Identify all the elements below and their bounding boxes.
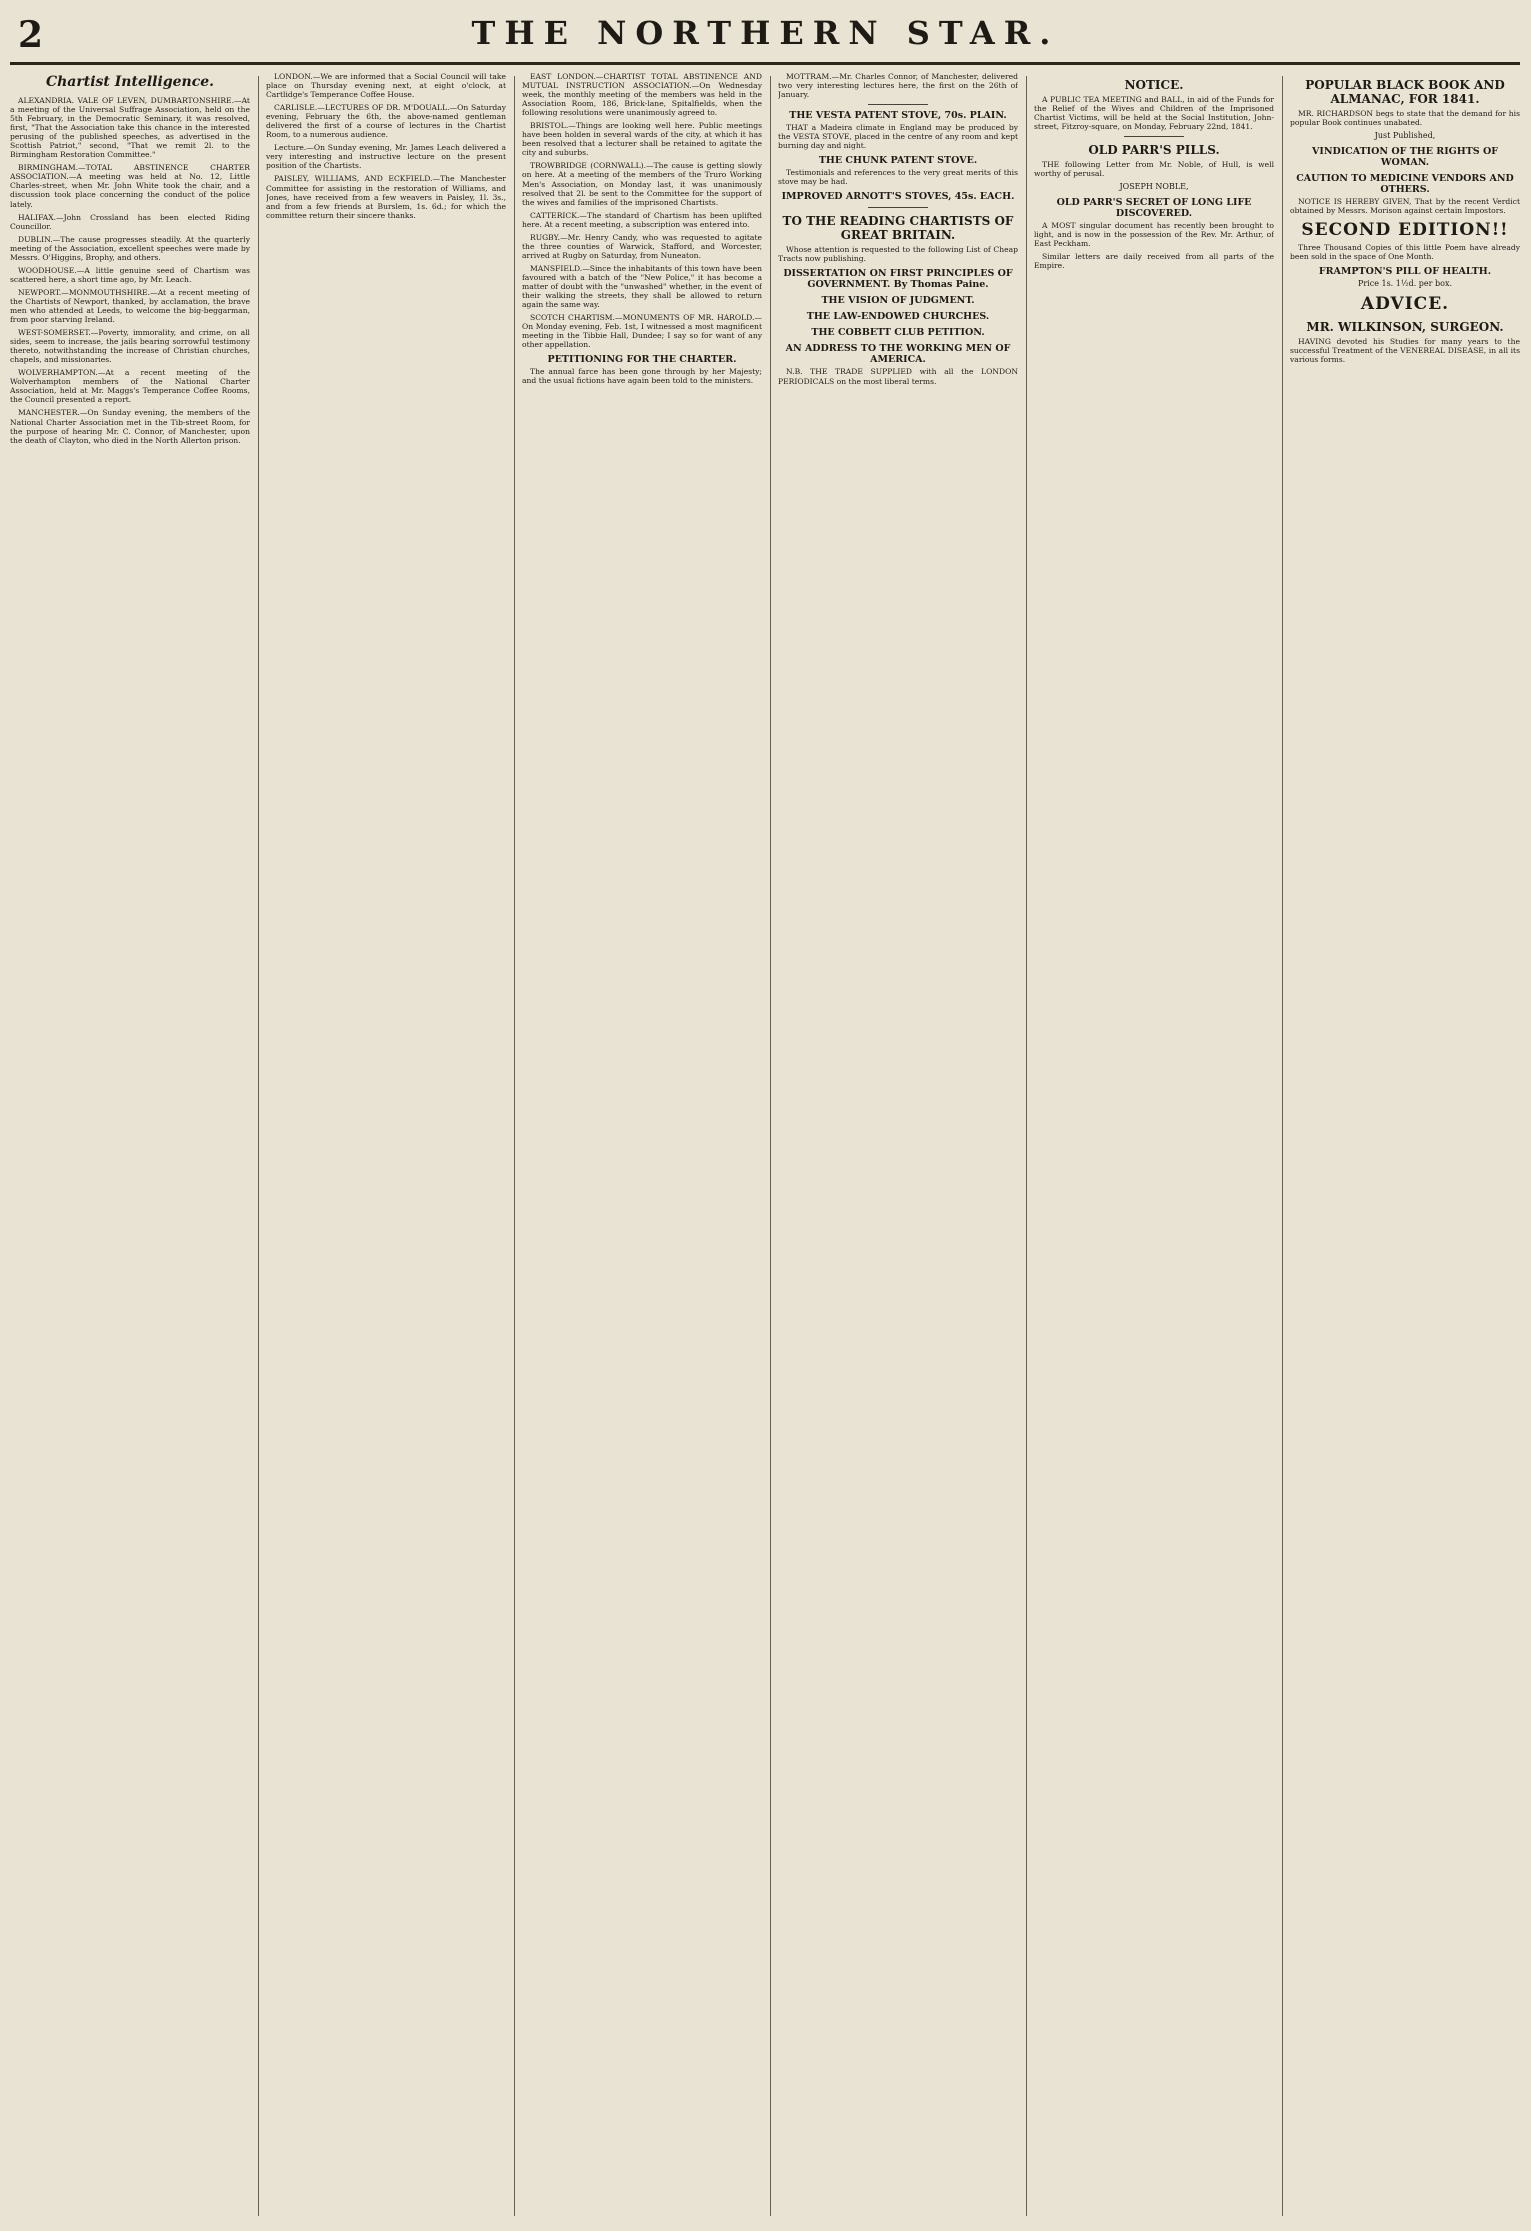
- section-rule: [1124, 136, 1184, 137]
- chunk-stove-ad: Testimonials and references to the very great merits of this stove may be had.: [778, 168, 1018, 187]
- section-rule: [868, 207, 928, 208]
- article-mansfield: MANSFIELD.—Since the inhabitants of this town have been favoured with a batch of the "New Police," it has become a matter of doubt with the "unwashed" whether, in the event of their walking the streets, they shall be allowed to return again the same way.: [522, 263, 762, 310]
- article-catterick: CATTERICK.—The standard of Chartism has been uplifted here. At a recent meeting, a subscription was entered into.: [522, 210, 762, 229]
- column-divider: [1026, 76, 1027, 2216]
- frampton-pill-heading: FRAMPTON'S PILL OF HEALTH.: [1318, 266, 1492, 278]
- masthead-rule: [10, 62, 1520, 65]
- section-heading: Chartist Intelligence.: [45, 74, 214, 90]
- just-published-label: Just Published,: [1374, 131, 1436, 141]
- letter-signature: JOSEPH NOBLE,: [1119, 182, 1189, 192]
- cobbett-club-heading: THE COBBETT CLUB PETITION.: [811, 327, 985, 339]
- article-bristol: BRISTOL.—Things are looking well here. Public meetings have been holden in several wards of the city, at which it has been resolved that a lecturer shall be retained to agitate the city and suburbs.: [522, 121, 762, 158]
- reading-chartists-heading: TO THE READING CHARTISTS OF GREAT BRITAIN.: [782, 214, 1014, 243]
- rights-of-woman-heading: VINDICATION OF THE RIGHTS OF WOMAN.: [1312, 146, 1498, 169]
- column-3: [522, 72, 762, 2222]
- article-alexandria: ALEXANDRIA. VALE OF LEVEN, DUMBARTONSHIRE.—At a meeting of the Universal Suffrage Association, held on the 5th February, in the Democratic Seminary, it was resolved, first, "That the Association take this chance in the interested perusing of the published speeches, as advertised in the Scottish Patriot," second, "That we remit 2l. to the Birmingham Restoration Committee.": [10, 96, 250, 160]
- article-trowbridge: TROWBRIDGE (CORNWALL).—The cause is getting slowly on here. At a meeting of the members of the Truro Working Men's Association, on Monday last, it was unanimously resolved that 2l. be sent to the Committee for the support of the wives and families of the imprisoned Chartists.: [522, 161, 762, 207]
- black-book-heading: POPULAR BLACK BOOK AND ALMANAC, FOR 1841.: [1305, 78, 1505, 106]
- article-london: LONDON.—We are informed that a Social Council will take place on Thursday evening next, at eight o'clock, at Cartlidge's Temperance Coffee House.: [266, 72, 506, 100]
- masthead: [0, 0, 1531, 66]
- article-newport: NEWPORT.—MONMOUTHSHIRE.—At a recent meeting of the Chartists of Newport, thanked, by acclamation, the brave men who attended at Leeds, to welcome the big-beggarman, from poor starving Ireland.: [10, 287, 250, 325]
- notice-heading: NOTICE.: [1124, 78, 1184, 92]
- vesta-stove-heading: THE VESTA PATENT STOVE, 70s. PLAIN.: [789, 110, 1007, 122]
- article-lecture: Lecture.—On Sunday evening, Mr. James Leach delivered a very interesting and instructive lecture on the present position of the Chartists.: [266, 143, 506, 171]
- caution-notice: NOTICE IS HEREBY GIVEN, That by the recent Verdict obtained by Messrs. Morison against certain Impostors.: [1290, 197, 1520, 216]
- noble-letter-intro: THE following Letter from Mr. Noble, of Hull, is well worthy of perusal.: [1034, 160, 1274, 179]
- article-mottram: MOTTRAM.—Mr. Charles Connor, of Manchester, delivered two very interesting lectures here, the first on the 26th of January.: [778, 72, 1018, 100]
- vesta-stove-ad: THAT a Madeira climate in England may be produced by the VESTA STOVE, placed in the centre of any room and kept burning day and night.: [778, 123, 1018, 151]
- paper-title: THE NORTHERN STAR.: [471, 14, 1060, 52]
- second-edition-heading: SECOND EDITION!!: [1301, 220, 1509, 241]
- arnott-stove-heading: IMPROVED ARNOTT'S STOVES, 45s. EACH.: [781, 191, 1015, 203]
- caution-heading: CAUTION TO MEDICINE VENDORS AND OTHERS.: [1296, 173, 1514, 196]
- old-parrs-pills-heading: OLD PARR'S PILLS.: [1088, 143, 1220, 158]
- article-east-london: EAST LONDON.—CHARTIST TOTAL ABSTINENCE AND MUTUAL INSTRUCTION ASSOCIATION.—On Wednesday week, the monthly meeting of the members was held in the Association Room, 186, Brick-lane, Spitalfields, when the following resolutions were unanimously agreed to.: [522, 72, 762, 118]
- column-divider: [1282, 76, 1283, 2216]
- article-halifax: HALIFAX.—John Crossland has been elected Riding Councillor.: [10, 212, 250, 231]
- section-rule: [868, 104, 928, 105]
- column-divider: [770, 76, 771, 2216]
- article-paisley: PAISLEY, WILLIAMS, AND ECKFIELD.—The Manchester Committee for assisting in the restoration of Williams, and Jones, have received from a few weavers in Paisley, 1l. 3s., and from a few friends at Burslem, 1s. 6d.; for which the committee return their sincere thanks.: [266, 174, 506, 220]
- article-birmingham: BIRMINGHAM.—TOTAL ABSTINENCE CHARTER ASSOCIATION.—A meeting was held at No. 12, Little Charles-street, when Mr. John White took the chair, and a discussion took place concerning the conduct of the police lately.: [10, 163, 250, 209]
- column-5: [1034, 72, 1274, 2222]
- page-number: 2: [18, 14, 44, 56]
- tracts-intro: Whose attention is requested to the following List of Cheap Tracts now publishing.: [778, 245, 1018, 264]
- chunk-stove-heading: THE CHUNK PATENT STOVE.: [818, 155, 978, 167]
- long-life-heading: OLD PARR'S SECRET OF LONG LIFE DISCOVERED.: [1056, 197, 1252, 220]
- dissertation-heading: DISSERTATION ON FIRST PRINCIPLES OF GOVERNMENT. By Thomas Paine.: [783, 268, 1013, 291]
- column-6: [1290, 72, 1520, 2222]
- wilkinson-ad: HAVING devoted his Studies for many years to the successful Treatment of the VENEREAL DISEASE, in all its various forms.: [1290, 337, 1520, 365]
- wilkinson-heading: MR. WILKINSON, SURGEON.: [1306, 320, 1504, 335]
- article-woodhouse: WOODHOUSE.—A little genuine seed of Chartism was scattered here, a short time ago, by Mr. Leach.: [10, 265, 250, 284]
- column-2: [266, 72, 506, 2222]
- article-rugby: RUGBY.—Mr. Henry Candy, who was requested to agitate the three counties of Warwick, Stafford, and Worcester, arrived at Rugby on Saturday, from Nuneaton.: [522, 232, 762, 260]
- article-west-somerset: WEST-SOMERSET.—Poverty, immorality, and crime, on all sides, seem to increase, the jails bearing sorrowful testimony thereto, notwithstanding the increase of Christian churches, chapels, and missionaries.: [10, 328, 250, 365]
- law-endowed-heading: THE LAW-ENDOWED CHURCHES.: [806, 311, 990, 323]
- petitioning-heading: PETITIONING FOR THE CHARTER.: [547, 354, 737, 366]
- article-petitioning: The annual farce has been gone through by her Majesty; and the usual fictions have again been told to the ministers.: [522, 367, 762, 386]
- article-carlisle: CARLISLE.—LECTURES OF DR. M'DOUALL.—On Saturday evening, February the 6th, the above-named gentleman delivered the first of a course of lectures in the Chartist Room, to a numerous audience.: [266, 103, 506, 140]
- frampton-price: Price 1s. 1½d. per box.: [1357, 279, 1453, 289]
- second-edition-ad: Three Thousand Copies of this little Poem have already been sold in the space of One Month.: [1290, 243, 1520, 262]
- vision-judgment-heading: THE VISION OF JUDGMENT.: [821, 295, 975, 307]
- article-manchester: MANCHESTER.—On Sunday evening, the members of the National Charter Association met in the Tib-street Room, for the purpose of hearing Mr. C. Connor, of Manchester, upon the death of Clayton, who died in the North Allerton prison.: [10, 408, 250, 445]
- trade-supplied-note: N.B. THE TRADE SUPPLIED with all the LONDON PERIODICALS on the most liberal terms.: [778, 367, 1018, 386]
- richardson-ad: MR. RICHARDSON begs to state that the demand for his popular Book continues unabated.: [1290, 109, 1520, 128]
- columns: [10, 72, 1520, 2222]
- column-divider: [514, 76, 515, 2216]
- advice-heading: ADVICE.: [1360, 294, 1450, 315]
- america-address-heading: AN ADDRESS TO THE WORKING MEN OF AMERICA.: [785, 343, 1011, 366]
- column-divider: [258, 76, 259, 2216]
- testimonial-note: Similar letters are daily received from all parts of the Empire.: [1034, 252, 1274, 271]
- article-wolverhampton: WOLVERHAMPTON.—At a recent meeting of the Wolverhampton members of the National Charter Association, held at Mr. Maggs's Temperance Coffee Rooms, the Council presented a report.: [10, 368, 250, 405]
- article-scotch-chartism: SCOTCH CHARTISM.—MONUMENTS OF MR. HAROLD.—On Monday evening, Feb. 1st, I witnessed a most magnificent meeting in the Tibbie Hall, Dundee; I say so for want of any other appellation.: [522, 313, 762, 350]
- tea-meeting-notice: A PUBLIC TEA MEETING and BALL, in aid of the Funds for the Relief of the Wives and Children of the Imprisoned Chartist Victims, will be held at the Social Institution, John-street, Fitzroy-square, on Monday, February 22nd, 1841.: [1034, 95, 1274, 132]
- article-dublin: DUBLIN.—The cause progresses steadily. At the quarterly meeting of the Association, excellent speeches were made by Messrs. O'Higgins, Brophy, and others.: [10, 234, 250, 262]
- column-1: [10, 72, 250, 2222]
- column-4: [778, 72, 1018, 2222]
- long-life-article: A MOST singular document has recently been brought to light, and is now in the possession of the Rev. Mr. Arthur, of East Peckham.: [1034, 221, 1274, 249]
